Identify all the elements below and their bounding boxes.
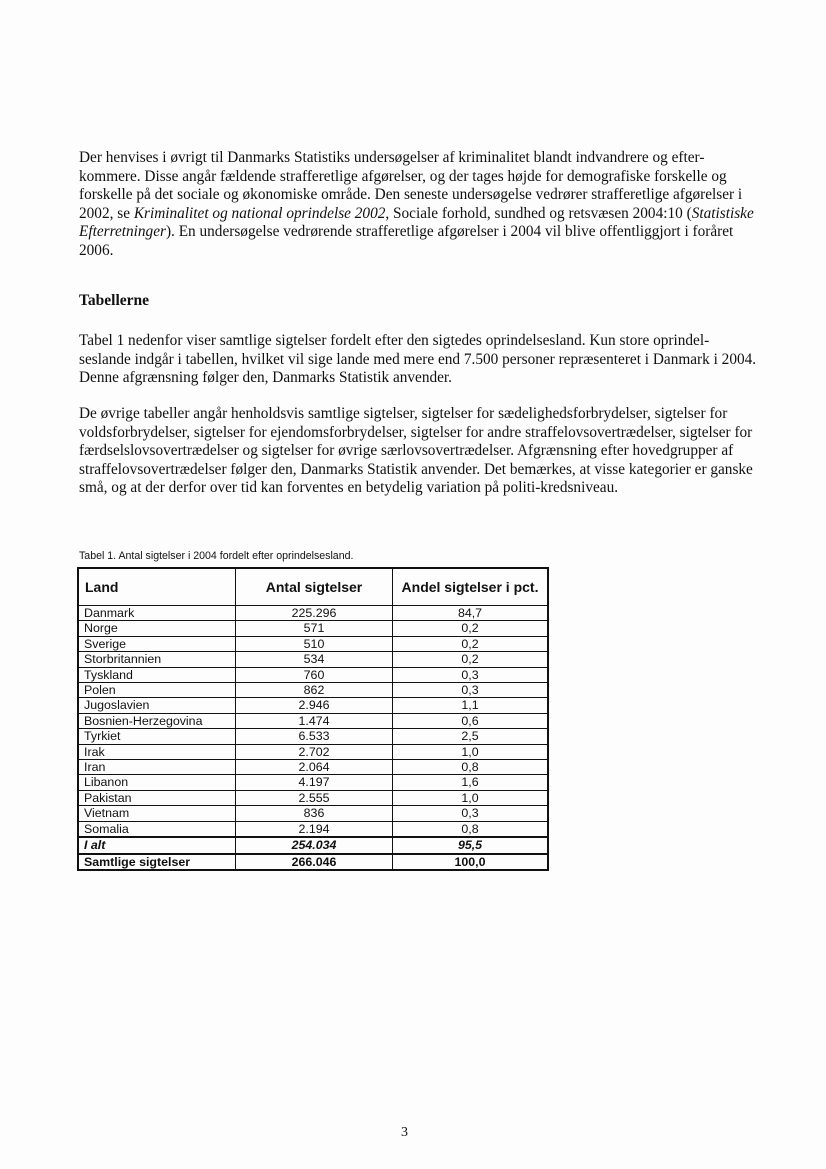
grand-land: Samtlige sigtelser (78, 854, 236, 870)
cell-andel: 2,5 (393, 729, 549, 744)
table-row (78, 683, 548, 698)
table-row (78, 606, 548, 621)
cell-andel: 0,2 (393, 621, 549, 636)
cell-andel: 0,3 (393, 667, 549, 682)
table-row (78, 667, 548, 682)
intro-text-2: , Sociale forhold, sundhed og retsvæsen 2004:10 ( (385, 204, 692, 222)
table-body (78, 606, 548, 838)
cell-antal: 2.946 (236, 698, 393, 713)
table-row (78, 698, 548, 713)
cell-antal: 571 (236, 621, 393, 636)
table1-description: Tabel 1 nedenfor viser samtlige sigtelser fordelt efter den sigtedes oprindelsesland. Kun store oprindel-seslande indgår i tabellen, hvilket vil sige lande med mere end 7.500 personer repræsenteret i Danmark i 2004. Denne afgrænsning følger den, Danmarks Statistik anvender. (79, 332, 757, 387)
cell-andel: 1,6 (393, 775, 549, 790)
table-row (78, 821, 548, 837)
cell-land: Irak (78, 744, 236, 759)
total-row (78, 837, 548, 853)
cell-antal: 4.197 (236, 775, 393, 790)
cell-andel: 0,2 (393, 652, 549, 667)
cell-land: Tyrkiet (78, 729, 236, 744)
section-heading: Tabellerne (79, 292, 150, 309)
cell-land: Tyskland (78, 667, 236, 682)
cell-antal: 2.194 (236, 821, 393, 837)
cell-andel: 0,6 (393, 713, 549, 728)
other-tables-description: De øvrige tabeller angår henholdsvis samtlige sigtelser, sigtelser for sædelighedsforbrydelser, sigtelser for voldsforbrydelser, sigtelser for ejendomsforbrydelser, sigtelser for andre straffelovsovertrædelser, sigtelser for færdselslovsovertrædelser og sigtelser for øvrige særlovsovertrædelser. Afgrænsning efter hovedgrupper af straffelovsovertrædelser følger den, Danmarks Statistik anvender. Det bemærkes, at visse kategorier er ganske små, og at der derfor over tid kan forventes en betydelig variation på politi-kredsniveau. (79, 405, 753, 497)
cell-land: Danmark (78, 606, 236, 621)
cell-andel: 0,3 (393, 806, 549, 821)
cell-antal: 534 (236, 652, 393, 667)
cell-antal: 862 (236, 683, 393, 698)
publication-title: Kriminalitet og national oprindelse 2002 (133, 204, 386, 222)
table-caption: Tabel 1. Antal sigtelser i 2004 fordelt efter oprindelsesland. (79, 550, 354, 562)
table-row (78, 713, 548, 728)
cell-andel: 1,0 (393, 744, 549, 759)
cell-antal: 510 (236, 636, 393, 651)
cell-antal: 2.064 (236, 760, 393, 775)
table-header-row (78, 568, 548, 606)
header-andel: Andel sigtelser i pct. (393, 568, 549, 606)
charges-table (77, 567, 549, 871)
cell-land: Iran (78, 760, 236, 775)
cell-andel: 0,2 (393, 636, 549, 651)
page-number: 3 (401, 1125, 408, 1140)
publication-series: Statistiske Efterretninger (79, 204, 754, 241)
intro-paragraph (79, 149, 759, 261)
cell-antal: 225.296 (236, 606, 393, 621)
grand-antal: 266.046 (236, 854, 393, 870)
total-land: I alt (78, 837, 236, 853)
table-row (78, 760, 548, 775)
table-row (78, 636, 548, 651)
intro-text-1: Der henvises i øvrigt til Danmarks Statistiks undersøgelser af kriminalitet blandt indvandrere og efter-kommere. Disse angår fældende strafferetlige afgørelser, og der tages højde for demografiske forskelle og forskelle på det sociale og økonomiske område. Den seneste undersøgelse vedrører strafferetlige afgørelser i 2002, se (79, 149, 743, 222)
cell-land: Jugoslavien (78, 698, 236, 713)
cell-andel: 1,1 (393, 698, 549, 713)
cell-land: Libanon (78, 775, 236, 790)
table-row (78, 729, 548, 744)
cell-antal: 6.533 (236, 729, 393, 744)
cell-antal: 760 (236, 667, 393, 682)
cell-land: Somalia (78, 821, 236, 837)
cell-land: Norge (78, 621, 236, 636)
cell-land: Vietnam (78, 806, 236, 821)
table-row (78, 621, 548, 636)
header-antal: Antal sigtelser (236, 568, 393, 606)
grand-total-row (78, 854, 548, 870)
cell-antal: 2.702 (236, 744, 393, 759)
table-row (78, 652, 548, 667)
table-row (78, 775, 548, 790)
cell-antal: 836 (236, 806, 393, 821)
cell-land: Bosnien-Herzegovina (78, 713, 236, 728)
cell-antal: 1.474 (236, 713, 393, 728)
cell-land: Storbritannien (78, 652, 236, 667)
total-antal: 254.034 (236, 837, 393, 853)
cell-andel: 0,8 (393, 821, 549, 837)
cell-antal: 2.555 (236, 790, 393, 805)
grand-andel: 100,0 (393, 854, 549, 870)
intro-text-3: ). En undersøgelse vedrørende strafferetlige afgørelser i 2004 vil blive offentliggjort i foråret 2006. (79, 223, 734, 259)
cell-andel: 1,0 (393, 790, 549, 805)
table-row (78, 790, 548, 805)
cell-land: Sverige (78, 636, 236, 651)
table-row (78, 806, 548, 821)
table-row (78, 744, 548, 759)
cell-andel: 0,8 (393, 760, 549, 775)
cell-andel: 84,7 (393, 606, 549, 621)
cell-land: Polen (78, 683, 236, 698)
cell-land: Pakistan (78, 790, 236, 805)
header-land: Land (78, 568, 236, 606)
total-andel: 95,5 (393, 837, 549, 853)
cell-andel: 0,3 (393, 683, 549, 698)
